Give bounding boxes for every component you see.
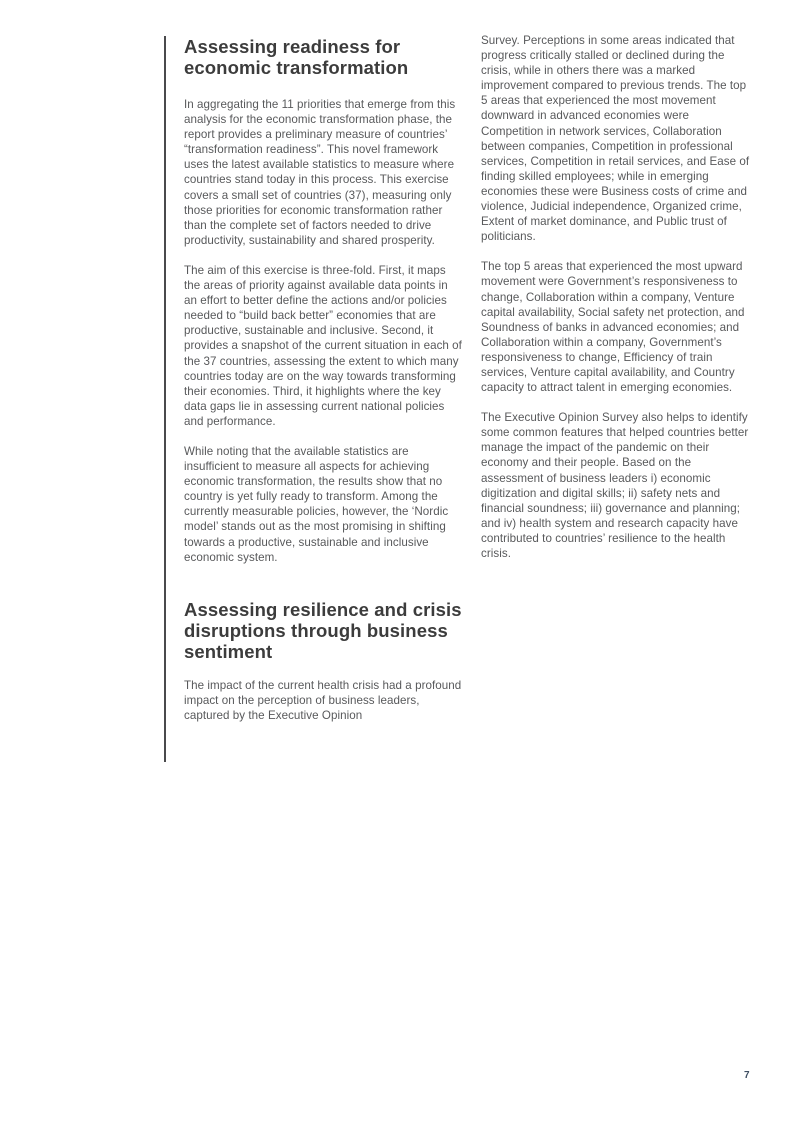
right-column (481, 33, 751, 561)
paragraph-survey-continuation: Survey. Perceptions in some areas indicated that progress critically stalled or declined during the crisis, while in others there was a marked improvement compared to previous trends. The top 5 areas that experienced the most movement downward in advanced economies were Competition in network services, Collaboration between companies, Competition in professional services, Competition in retail services, and Ease of finding skilled employees; while in emerging economies these were Business costs of crime and violence, Judicial independence, Organized crime, Extent of market dominance, and Public trust of politicians. (481, 34, 750, 244)
heading-assessing-readiness: Assessing readiness for economic transformation (184, 36, 409, 78)
page-number: 7 (744, 1070, 750, 1081)
paragraph-resilience-1: The impact of the current health crisis had a profound impact on the perception of business leaders, captured by the Executive Opinion (184, 678, 462, 722)
heading-assessing-resilience: Assessing resilience and crisis disruptions through business sentiment (184, 598, 462, 662)
paragraph-readiness-2: The aim of this exercise is three-fold. First, it maps the areas of priority against available data points in an effort to better define the actions and/or policies needed to “build back better” economies that are productive, sustainable and inclusive. Second, it provides a snapshot of the current situation in each of the 37 countries, assessing the extent to which many countries today are on the way towards transforming their economies. Third, it highlights where the key data gaps lie in assessing current national policies and performance. (184, 263, 462, 428)
paragraph-readiness-3: While noting that the available statistics are insufficient to measure all aspects for achieving economic transformation, the results show that no country is yet fully ready to transform. Among the currently measurable policies, however, the ‘Nordic model’ stands out as the most promising in shifting towards a productive, sustainable and inclusive economic system. (184, 444, 449, 564)
paragraph-readiness-1: In aggregating the 11 priorities that emerge from this analysis for the economic transformation phase, the report provides a preliminary measure of countries’ “transformation readiness”. This novel framework uses the latest available statistics to measure where countries stand today in this process. This exercise covers a small set of countries (37), measuring only those priorities for economic transformation rather than the complete set of factors needed to drive productivity, sustainability and shared prosperity. (184, 98, 456, 247)
paragraph-upward-movement: The top 5 areas that experienced the most upward movement were Government’s responsiveness to change, Collaboration within a company, Venture capital availability, Social safety net protection, and Soundness of banks in advanced economies; and Collaboration within a company, Government’s responsiveness to change, Efficiency of train services, Venture capital availability, and Country capacity to attract talent in emerging economies. (481, 260, 745, 395)
left-column (184, 36, 463, 723)
paragraph-common-features: The Executive Opinion Survey also helps to identify some common features that helped countries better manage the impact of the pandemic on their economy and their people. Based on the assessment of business leaders i) economic digitization and digital skills; ii) safety nets and financial soundness; iii) governance and planning; and iv) health system and research capacity have contributed to countries’ resilience to the health crisis. (481, 411, 749, 560)
left-column-rule (164, 36, 166, 762)
